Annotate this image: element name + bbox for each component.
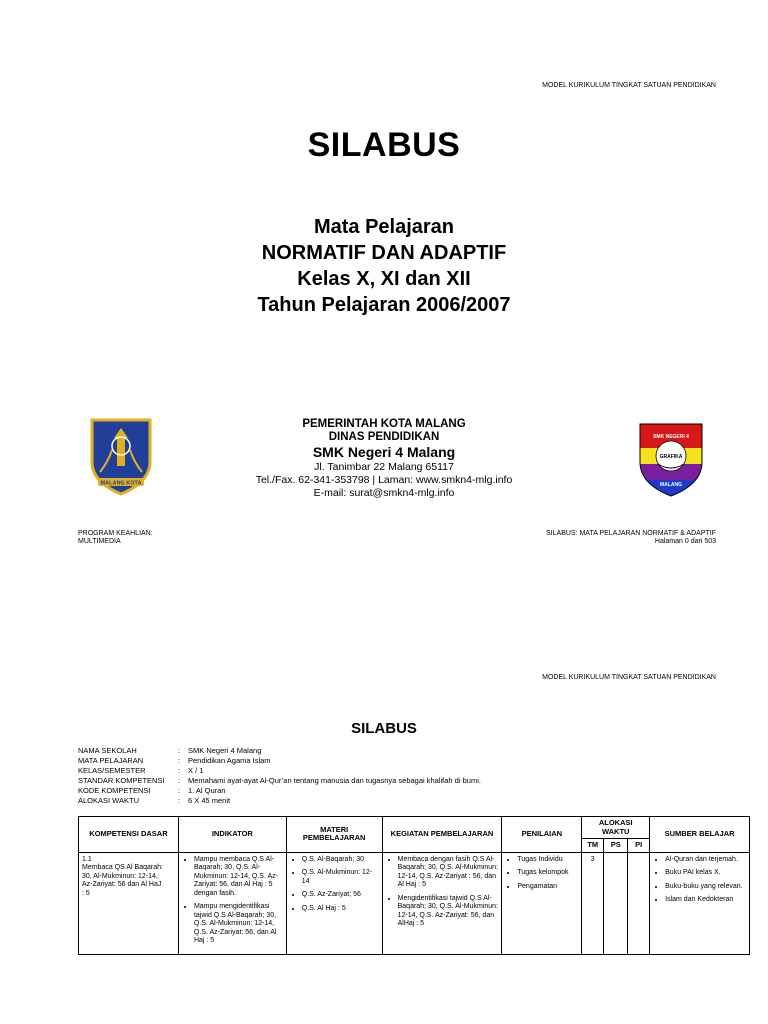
- info-value: SMK Negeri 4 Malang: [188, 746, 262, 755]
- list-item: • Buku-buku yang relevan.: [665, 883, 746, 892]
- col-header-penilaian: PENILAIAN: [502, 817, 582, 853]
- subtitle-line: Kelas X, XI dan XII: [297, 268, 471, 290]
- tm-cell: 3: [582, 852, 604, 954]
- info-row: KODE KOMPETENSI : 1. Al Quran: [78, 786, 226, 795]
- list-item: • Mengidentifikasi tajwid Q.S Al-Baqarah; 30, Q.S. Al-Mukminun: 12-14, Q.S. Az-Zariyat: 56, dan AlHaj : 5: [398, 895, 499, 929]
- col-header-kd: KOMPETENSI DASAR: [79, 817, 179, 853]
- school-name: SMK Negeri 4 Malang: [312, 444, 456, 460]
- sumber-cell: [650, 852, 750, 954]
- subtitle-line: Tahun Pelajaran 2006/2007: [257, 294, 511, 316]
- info-row: KELAS/SEMESTER : X / 1: [78, 766, 204, 775]
- svg-text:MALANG KOTA: MALANG KOTA: [100, 480, 142, 487]
- contact-line: Tel./Fax. 62-341-353798 | Laman: www.smkn4-mlg.info: [255, 474, 513, 486]
- list-item: • Tugas kelompok: [517, 869, 578, 878]
- school-emblem-icon: [636, 418, 706, 500]
- penilaian-cell: [502, 852, 582, 954]
- list-item: • Buku PAI kelas X.: [665, 869, 746, 878]
- info-key: STANDAR KOMPETENSI: [78, 776, 165, 785]
- svg-text:SMK NEGERI 4: SMK NEGERI 4: [653, 434, 689, 440]
- info-value: 1. Al Quran: [188, 786, 226, 795]
- list-item: • Mampu mengidentifikasi tajwid Q.S Al-Baqarah; 30, Q.S. Al-Mukminun: 12-14, Q.S. Az-Zariyat: 56, dan Al Haj : 5: [194, 903, 283, 946]
- address-line: Jl. Tanimbar 22 Malang 65117: [314, 461, 454, 473]
- list-item: • Pengamatan: [517, 883, 578, 892]
- info-value: 6 X 45 menit: [188, 796, 231, 805]
- email-line: E-mail: surat@smkn4-mlg.info: [313, 487, 455, 499]
- list-item: • Mampu membaca Q.S Al-Baqarah; 30, Q.S. Al-Mukminun: 12-14, Q.S. Az-Zariyat: 56, dan Al Haj : 5 dengan fasih.: [194, 856, 283, 899]
- list-item: • Membaca dengan fasih Q.S Al-Baqarah; 30, Q.S. Al-Mukminun: 12-14, Q.S. Az-Zariyat : 56, dan Al Haj : 5: [398, 856, 499, 890]
- indikator-cell: [178, 852, 286, 954]
- col-header-tm: TM: [582, 839, 604, 853]
- info-key: KELAS/SEMESTER: [78, 766, 146, 775]
- info-list: [78, 746, 481, 806]
- program-label: [78, 530, 153, 546]
- info-key: NAMA SEKOLAH: [78, 746, 137, 755]
- page-title: SILABUS: [307, 126, 461, 164]
- list-item: • Q.S. Al-Mukminun: 12-14: [302, 869, 379, 886]
- svg-text:GRAFIKA: GRAFIKA: [659, 454, 683, 460]
- kd-text: Membaca QS Al Baqarah: 30, Al-Mukminun: 12-14, Az-Zariyat: 56 dan Al HaJ : 5: [82, 864, 163, 897]
- footer-subject: SILABUS: MATA PELAJARAN NORMATIF & ADAPTIF: [546, 530, 716, 537]
- info-key: ALOKASI WAKTU: [78, 796, 139, 805]
- col-header-pi: PI: [628, 839, 650, 853]
- model-header: MODEL KURIKULUM TINGKAT SATUAN PENDIDIKAN: [542, 674, 716, 681]
- table-header-row: [79, 817, 750, 839]
- col-header-sumber: SUMBER BELAJAR: [650, 817, 750, 853]
- kd-cell: [79, 852, 179, 954]
- kd-number: 1.1: [82, 855, 92, 863]
- col-header-indikator: INDIKATOR: [178, 817, 286, 853]
- info-row: MATA PELAJARAN : Pendidikan Agama Islam: [78, 756, 271, 765]
- syllabus-table: [78, 816, 750, 955]
- info-key: MATA PELAJARAN: [78, 756, 144, 765]
- materi-cell: [286, 852, 382, 954]
- department-line: DINAS PENDIDIKAN: [328, 431, 440, 443]
- svg-text:MALANG: MALANG: [660, 482, 682, 488]
- model-header: MODEL KURIKULUM TINGKAT SATUAN PENDIDIKAN: [542, 82, 716, 89]
- info-value: Pendidikan Agama Islam: [188, 756, 271, 765]
- col-header-kegiatan: KEGIATAN PEMBELAJARAN: [382, 817, 502, 853]
- government-line: PEMERINTAH KOTA MALANG: [302, 418, 466, 430]
- kegiatan-cell: [382, 852, 502, 954]
- info-value: Memahami ayat-ayat Al-Qur’an tentang manusia dan tugasnya sebagai khalifah di bumi.: [188, 776, 481, 785]
- subtitle-line: NORMATIF DAN ADAPTIF: [261, 242, 507, 264]
- info-row: NAMA SEKOLAH : SMK Negeri 4 Malang: [78, 746, 262, 755]
- ps-cell: [604, 852, 628, 954]
- pi-cell: [628, 852, 650, 954]
- page-number: Halaman 0 dari 503: [654, 538, 716, 545]
- subtitle-line: Mata Pelajaran: [313, 216, 455, 238]
- col-header-ps: PS: [604, 839, 628, 853]
- list-item: • Tugas Individu: [517, 856, 578, 865]
- list-item: • Q.S. Az-Zariyat; 56: [302, 891, 379, 900]
- page-footer-right: [546, 530, 716, 546]
- col-header-alokasi: ALOKASI WAKTU: [582, 817, 650, 839]
- info-row: ALOKASI WAKTU : 6 X 45 menit: [78, 796, 231, 805]
- list-item: • Q.S. Al Haj : 5: [302, 905, 379, 914]
- info-key: KODE KOMPETENSI: [78, 786, 151, 795]
- subject-block: [0, 214, 768, 318]
- table-row: [79, 852, 750, 954]
- list-item: • Q.S. Al-Baqarah; 30: [302, 856, 379, 865]
- info-value: X / 1: [188, 766, 204, 775]
- section-title: SILABUS: [351, 720, 417, 737]
- program-label-heading: PROGRAM KEAHLIAN:: [78, 530, 153, 537]
- list-item: • Al-Quran dan terjemah.: [665, 856, 746, 865]
- list-item: • Islam dan Kedokteran: [665, 896, 746, 905]
- program-label-value: MULTIMEDIA: [78, 538, 121, 545]
- info-row: STANDAR KOMPETENSI : Memahami ayat-ayat Al-Qur’an tentang manusia dan tugasnya sebagai khalifah di bumi.: [78, 776, 481, 785]
- col-header-materi: MATERI PEMBELAJARAN: [286, 817, 382, 853]
